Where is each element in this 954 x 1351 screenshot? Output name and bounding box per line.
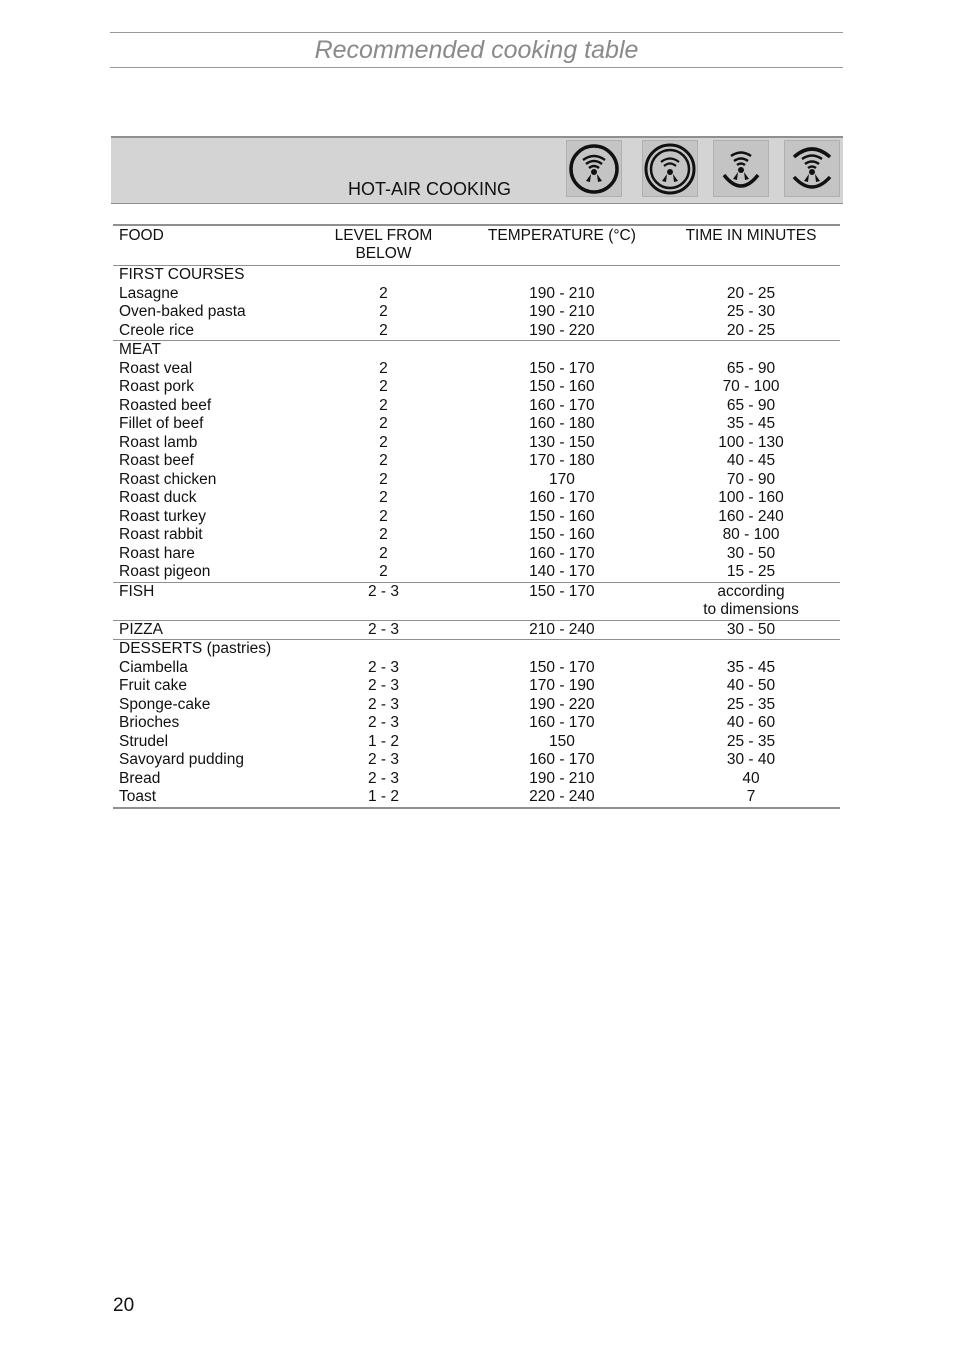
temp-cell: 190 - 210 <box>529 284 595 302</box>
food-cell: Roast pork <box>119 378 194 395</box>
level-cell: 2 <box>379 378 388 395</box>
food-cell: Fillet of beef <box>119 415 204 432</box>
group-title: MEAT <box>119 341 161 358</box>
table-row <box>113 434 840 453</box>
time-cell: 7 <box>746 788 756 805</box>
food-cell: Roast beef <box>119 452 194 469</box>
temp-cell: 150 - 170 <box>529 359 595 377</box>
time-cell: 35 - 45 <box>726 415 776 432</box>
level-cell: 2 <box>379 303 388 320</box>
table-row <box>113 714 840 733</box>
header-temperature: TEMPERATURE (°C) <box>487 227 636 244</box>
level-cell: 2 <box>379 433 388 451</box>
temp-cell: 160 - 170 <box>529 714 595 731</box>
time-cell: 30 - 50 <box>726 544 776 562</box>
time-cell: 20 - 25 <box>726 284 776 302</box>
level-cell: 2 <box>379 452 388 469</box>
food-cell: Roasted beef <box>119 396 212 414</box>
time-line2: to dimensions <box>703 601 799 618</box>
level-cell: 2 - 3 <box>367 769 399 787</box>
table-row <box>113 360 840 379</box>
table-row <box>113 788 840 808</box>
table-row <box>113 659 840 678</box>
time-cell: 80 - 100 <box>722 526 780 543</box>
section-label: HOT-AIR COOKING <box>348 179 512 199</box>
food-cell: Lasagne <box>119 284 179 302</box>
group-fish <box>113 582 840 620</box>
food-cell: Bread <box>119 769 161 787</box>
group-first-courses <box>113 266 840 341</box>
food-cell: Toast <box>119 788 157 805</box>
time-cell: 100 - 130 <box>718 433 784 451</box>
temp-cell: 160 - 180 <box>529 415 595 432</box>
temp-cell: 190 - 210 <box>529 769 595 787</box>
temp-cell: 160 - 170 <box>529 751 595 768</box>
time-cell: 160 - 240 <box>718 507 784 525</box>
temp-cell: 160 - 170 <box>529 544 595 562</box>
fan-bottom-icon <box>713 140 769 197</box>
temp-cell: 150 - 170 <box>529 658 595 676</box>
temp-cell: 190 - 210 <box>529 303 595 320</box>
fan-ring-full-icon <box>642 140 698 197</box>
level-cell: 2 <box>379 396 388 414</box>
table-row <box>113 397 840 416</box>
food-cell: Roast pigeon <box>119 563 211 580</box>
temp-cell: 160 - 170 <box>529 396 595 414</box>
temp-cell: 150 - 160 <box>529 526 595 543</box>
temp-cell: 160 - 170 <box>529 489 595 506</box>
header-level <box>305 225 462 266</box>
temp-cell: 190 - 220 <box>529 321 595 339</box>
level-cell: 1 - 2 <box>367 732 399 750</box>
table-row <box>113 677 840 696</box>
level-cell: 2 - 3 <box>367 658 399 676</box>
time-cell: 65 - 90 <box>726 396 776 414</box>
group-title: PIZZA <box>119 620 163 638</box>
temp-cell: 220 - 240 <box>529 788 595 805</box>
level-cell: 1 - 2 <box>367 788 399 805</box>
table-row <box>113 415 840 434</box>
time-cell: 30 - 40 <box>726 751 776 768</box>
table-row <box>113 322 840 341</box>
group-title: FISH <box>119 582 155 600</box>
time-cell: 25 - 35 <box>726 732 776 750</box>
header-level-line1: LEVEL FROM <box>334 227 433 244</box>
temp-cell: 130 - 150 <box>529 433 595 451</box>
level-cell: 2 <box>379 489 388 506</box>
fan-top-bottom-icon <box>784 140 840 197</box>
table-row <box>113 452 840 471</box>
group-title: FIRST COURSES <box>119 266 245 283</box>
section-header-bar <box>111 136 843 204</box>
level-cell: 2 <box>379 507 388 525</box>
food-cell: Roast rabbit <box>119 526 203 543</box>
table-row <box>113 545 840 564</box>
food-cell: Strudel <box>119 732 169 750</box>
temp-cell: 170 <box>548 470 575 488</box>
table-row <box>113 620 840 640</box>
time-line1: according <box>717 582 785 600</box>
time-cell: 70 - 100 <box>722 378 780 395</box>
time-cell <box>662 582 840 620</box>
time-cell: 70 - 90 <box>726 470 776 488</box>
level-cell: 2 <box>379 563 388 580</box>
temp-cell: 150 - 160 <box>529 507 595 525</box>
food-cell: Sponge-cake <box>119 695 211 713</box>
food-cell: Roast chicken <box>119 470 217 488</box>
food-cell: Brioches <box>119 714 180 731</box>
level-cell: 2 <box>379 321 388 339</box>
page-title: Recommended cooking table <box>110 32 843 68</box>
table-row <box>113 733 840 752</box>
time-cell: 40 - 60 <box>726 714 776 731</box>
level-cell: 2 <box>379 284 388 302</box>
page-number: 20 <box>113 1295 135 1316</box>
level-cell: 2 <box>379 470 388 488</box>
food-cell: Roast veal <box>119 359 193 377</box>
time-cell: 40 - 50 <box>726 677 776 694</box>
temp-cell: 190 - 220 <box>529 695 595 713</box>
table-row <box>113 751 840 770</box>
level-cell: 2 - 3 <box>367 751 399 768</box>
food-cell: Savoyard pudding <box>119 751 244 768</box>
time-cell: 20 - 25 <box>726 321 776 339</box>
food-cell: Roast lamb <box>119 433 198 451</box>
temp-cell: 210 - 240 <box>529 620 595 638</box>
time-cell: 65 - 90 <box>726 359 776 377</box>
group-desserts <box>113 640 840 808</box>
food-cell: Fruit cake <box>119 677 188 694</box>
level-cell: 2 - 3 <box>367 695 399 713</box>
food-cell: Roast hare <box>119 544 195 562</box>
header-level-line2: BELOW <box>355 245 412 262</box>
table-row <box>113 508 840 527</box>
table-row <box>113 285 840 304</box>
food-cell: Roast duck <box>119 489 197 506</box>
table-row <box>113 489 840 508</box>
table-row <box>113 582 840 620</box>
food-cell: Oven-baked pasta <box>119 303 246 320</box>
header-time: TIME IN MINUTES <box>685 227 817 244</box>
time-cell: 35 - 45 <box>726 658 776 676</box>
food-cell: Roast turkey <box>119 507 207 525</box>
temp-cell: 170 - 190 <box>529 677 595 694</box>
table-row <box>113 303 840 322</box>
group-meat <box>113 341 840 583</box>
fan-ring-icon <box>566 140 622 197</box>
level-cell: 2 - 3 <box>367 620 399 638</box>
table-row <box>113 770 840 789</box>
level-cell: 2 <box>379 359 388 377</box>
level-cell: 2 - 3 <box>367 582 399 600</box>
temp-cell: 150 - 160 <box>529 378 595 395</box>
time-cell: 15 - 25 <box>726 563 776 580</box>
time-cell: 25 - 30 <box>726 303 776 320</box>
temp-cell: 140 - 170 <box>529 563 595 580</box>
time-cell: 100 - 160 <box>718 489 784 506</box>
level-cell: 2 <box>379 544 388 562</box>
header-food: FOOD <box>119 227 164 244</box>
table-row <box>113 471 840 490</box>
time-cell: 30 - 50 <box>726 620 776 638</box>
food-cell: Ciambella <box>119 658 188 676</box>
table-header <box>113 225 840 266</box>
temp-cell: 150 <box>548 732 575 750</box>
time-cell: 40 - 45 <box>726 452 776 469</box>
group-pizza <box>113 620 840 640</box>
table-row <box>113 378 840 397</box>
cooking-table <box>113 224 840 809</box>
food-cell: Creole rice <box>119 321 194 339</box>
level-cell: 2 <box>379 526 388 543</box>
temp-cell: 170 - 180 <box>529 452 595 469</box>
time-cell: 25 - 35 <box>726 695 776 713</box>
temp-cell: 150 - 170 <box>529 582 595 600</box>
level-cell: 2 - 3 <box>367 714 399 731</box>
table-row <box>113 696 840 715</box>
group-title: DESSERTS (pastries) <box>119 640 272 657</box>
table-row <box>113 563 840 582</box>
table-row <box>113 526 840 545</box>
level-cell: 2 <box>379 415 388 432</box>
time-cell: 40 <box>742 769 760 787</box>
level-cell: 2 - 3 <box>367 677 399 694</box>
